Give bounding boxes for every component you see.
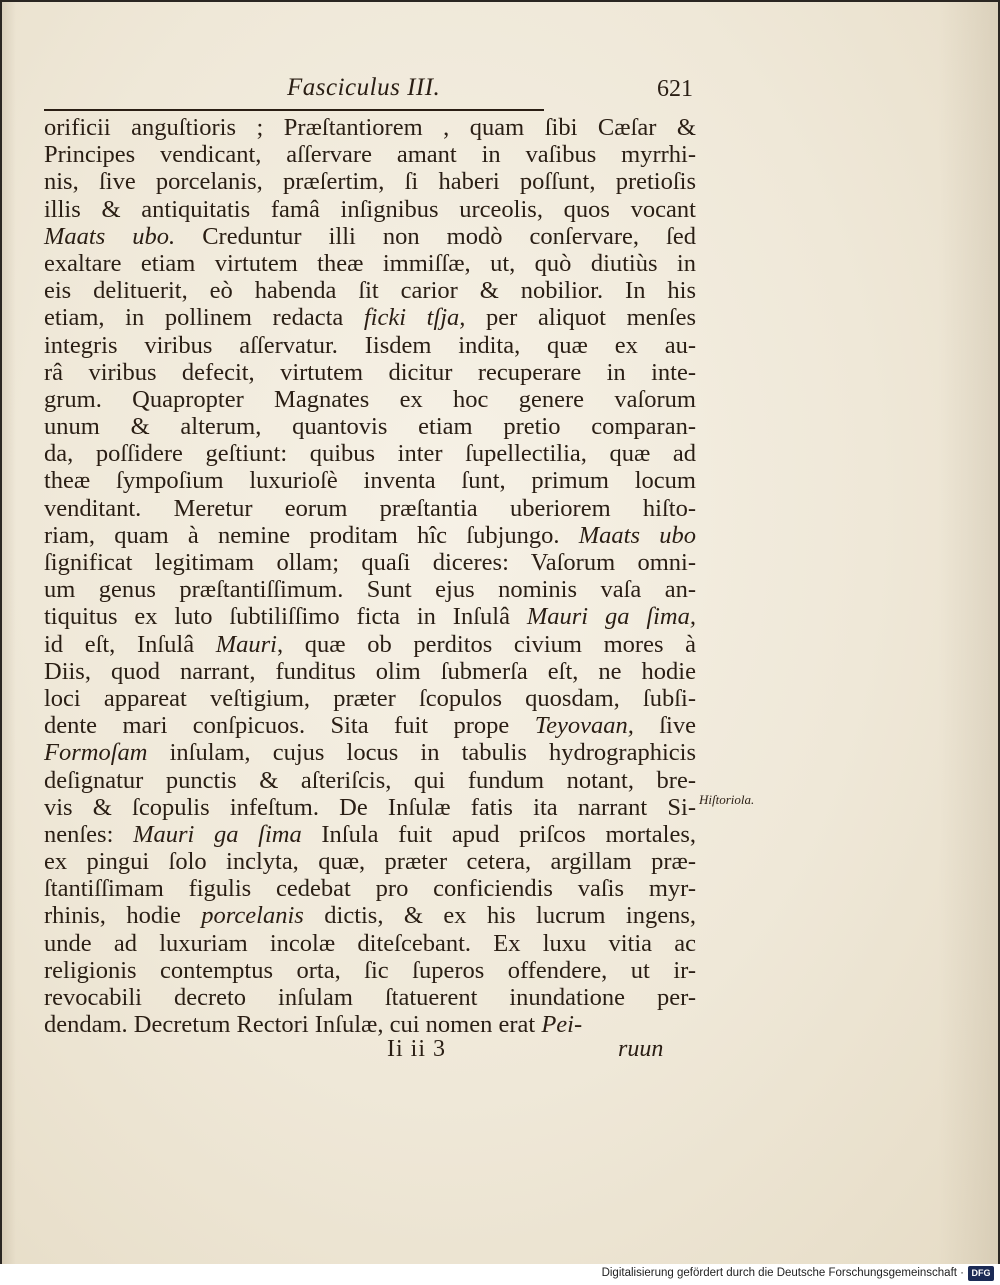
text-run: râ viribus defecit, virtutem dicitur recuperare in inte-	[44, 358, 696, 386]
text-line	[44, 794, 696, 821]
text-run: religionis contemptus orta, ſic ſuperos offendere, ut ir-	[44, 956, 696, 984]
italic-term: porcelanis	[201, 902, 304, 930]
body-text	[44, 114, 696, 1038]
text-line	[44, 413, 696, 440]
italic-term: Maats ubo	[578, 521, 696, 549]
text-line	[44, 168, 696, 195]
text-run: Diis, quod narrant, funditus olim ſubmerſa eſt, ne hodie	[44, 657, 696, 685]
text-run: nenſes:	[44, 820, 134, 848]
text-line	[44, 522, 696, 549]
italic-term: Mauri ga ſima,	[526, 603, 696, 631]
text-line	[44, 821, 696, 848]
text-run: orificii anguſtioris ; Præſtantiorem , quam ſibi Cæſar &	[44, 114, 696, 141]
text-line	[44, 495, 696, 522]
text-line	[44, 631, 696, 658]
text-line	[44, 359, 696, 386]
text-line	[44, 767, 696, 794]
text-line	[44, 848, 696, 875]
page-number: 621	[657, 76, 693, 102]
italic-term: Formoſam	[44, 739, 148, 767]
text-run: tiquitus ex luto ſubtiliſſimo ficta in Inſulâ	[44, 603, 527, 631]
text-run: , quæ ob perditos civium mores à	[276, 630, 696, 658]
text-line	[44, 141, 696, 168]
text-run: inſulam, cujus locus in tabulis hydrographicis	[147, 739, 696, 767]
text-run: dictis, & ex his lucrum ingens,	[303, 902, 696, 930]
text-run: exaltare etiam virtutem theæ immiſſæ, ut, quò diutiùs in	[44, 249, 696, 277]
text-run: dente mari conſpicuos. Sita fuit prope	[44, 712, 535, 740]
funding-credit: Digitalisierung gefördert durch die Deutsche Forschungsgemeinschaft ·	[601, 1267, 964, 1279]
dfg-logo-icon: DFG	[968, 1266, 994, 1281]
margin-note: Hiſtoriola.	[699, 792, 755, 807]
text-run: theæ ſympoſium luxurioſè inventa ſunt, primum locum	[44, 467, 696, 495]
text-run: ſive	[633, 712, 696, 740]
text-run: ſtantiſſimam figulis cedebat pro conficiendis vaſis myr-	[44, 875, 696, 903]
text-run: deſignatur punctis & aſteriſcis, qui fundum notant, bre-	[44, 766, 696, 794]
book-page	[2, 2, 998, 1264]
text-line	[44, 332, 696, 359]
text-run: integris viribus aſſervatur. Iisdem indita, quæ ex au-	[44, 331, 696, 359]
footer-bar	[0, 1264, 1000, 1285]
italic-term: Pei-	[541, 1011, 583, 1039]
text-run: revocabili decreto inſulam ſtatuerent inundatione per-	[44, 984, 696, 1011]
signature-mark: Ii ii 3	[387, 1036, 446, 1062]
text-run: vis & ſcopulis infeſtum. De Inſulæ fatis ita narrant Si-	[44, 793, 696, 821]
text-run: eis delituerit, eò habenda ſit carior & nobilior. In his	[44, 277, 696, 305]
text-line	[44, 114, 696, 141]
text-line	[44, 875, 696, 902]
text-run: nis, ſive porcelanis, præſertim, ſi haberi poſſunt, pretioſis	[44, 168, 696, 196]
text-run: da, poſſidere geſtiunt: quibus inter ſupellectilia, quæ ad	[44, 440, 696, 468]
text-line	[44, 1011, 696, 1038]
text-line	[44, 196, 696, 223]
text-line	[44, 386, 696, 413]
text-line	[44, 712, 696, 739]
text-run: etiam, in pollinem redacta	[44, 304, 364, 332]
text-line	[44, 549, 696, 576]
text-run: venditant. Meretur eorum præſtantia uberiorem hiſto-	[44, 494, 696, 522]
text-run: id eſt, Inſulâ	[44, 630, 216, 658]
text-run: rhinis, hodie	[44, 902, 202, 930]
text-line	[44, 739, 696, 766]
text-run: riam, quam à nemine proditam hîc ſubjungo.	[44, 521, 579, 549]
text-run: um genus præſtantiſſimum. Sunt ejus nominis vaſa an-	[44, 576, 696, 604]
text-line	[44, 576, 696, 603]
text-line	[44, 603, 696, 630]
text-line	[44, 304, 696, 331]
text-line	[44, 930, 696, 957]
text-run: ex pingui ſolo inclyta, quæ, præter cetera, argillam præ-	[44, 848, 696, 876]
text-line	[44, 467, 696, 494]
italic-term: Mauri	[215, 630, 277, 658]
text-run: dendam. Decretum Rectori Inſulæ, cui nomen erat	[44, 1011, 542, 1039]
text-line	[44, 984, 696, 1011]
text-run: grum. Quapropter Magnates ex hoc genere vaſorum	[44, 385, 696, 413]
italic-term: Maats ubo.	[44, 222, 176, 250]
italic-term: ficki tſja,	[363, 304, 466, 332]
text-run: per aliquot menſes	[465, 304, 696, 332]
running-head: Fasciculus III.	[287, 74, 441, 101]
italic-term: Teyovaan,	[534, 712, 634, 740]
text-line	[44, 223, 696, 250]
page-edge-shadow	[938, 2, 998, 1264]
header-rule	[44, 109, 544, 111]
text-run: unum & alterum, quantovis etiam pretio comparan-	[44, 413, 696, 441]
text-line	[44, 250, 696, 277]
text-line	[44, 902, 696, 929]
text-line	[44, 277, 696, 304]
text-line	[44, 957, 696, 984]
italic-term: Mauri ga ſima	[133, 820, 302, 848]
page-gutter-shadow	[2, 2, 16, 1264]
text-run: loci appareat veſtigium, præter ſcopulos quosdam, ſubſi-	[44, 684, 696, 712]
text-run: ſignificat legitimam ollam; quaſi diceres: Vaſorum omni-	[44, 549, 696, 576]
text-line	[44, 685, 696, 712]
text-line	[44, 440, 696, 467]
text-run: unde ad luxuriam incolæ diteſcebant. Ex luxu vitia ac	[44, 929, 696, 957]
text-run: Creduntur illi non modò conſervare, ſed	[175, 222, 696, 250]
text-run: Principes vendicant, aſſervare amant in vaſibus myrrhi-	[44, 141, 696, 169]
text-run: illis & antiquitatis famâ inſignibus urceolis, quos vocant	[44, 195, 696, 223]
text-line	[44, 658, 696, 685]
text-run: Inſula fuit apud priſcos mortales,	[301, 820, 696, 848]
catchword: ruun	[618, 1036, 664, 1062]
